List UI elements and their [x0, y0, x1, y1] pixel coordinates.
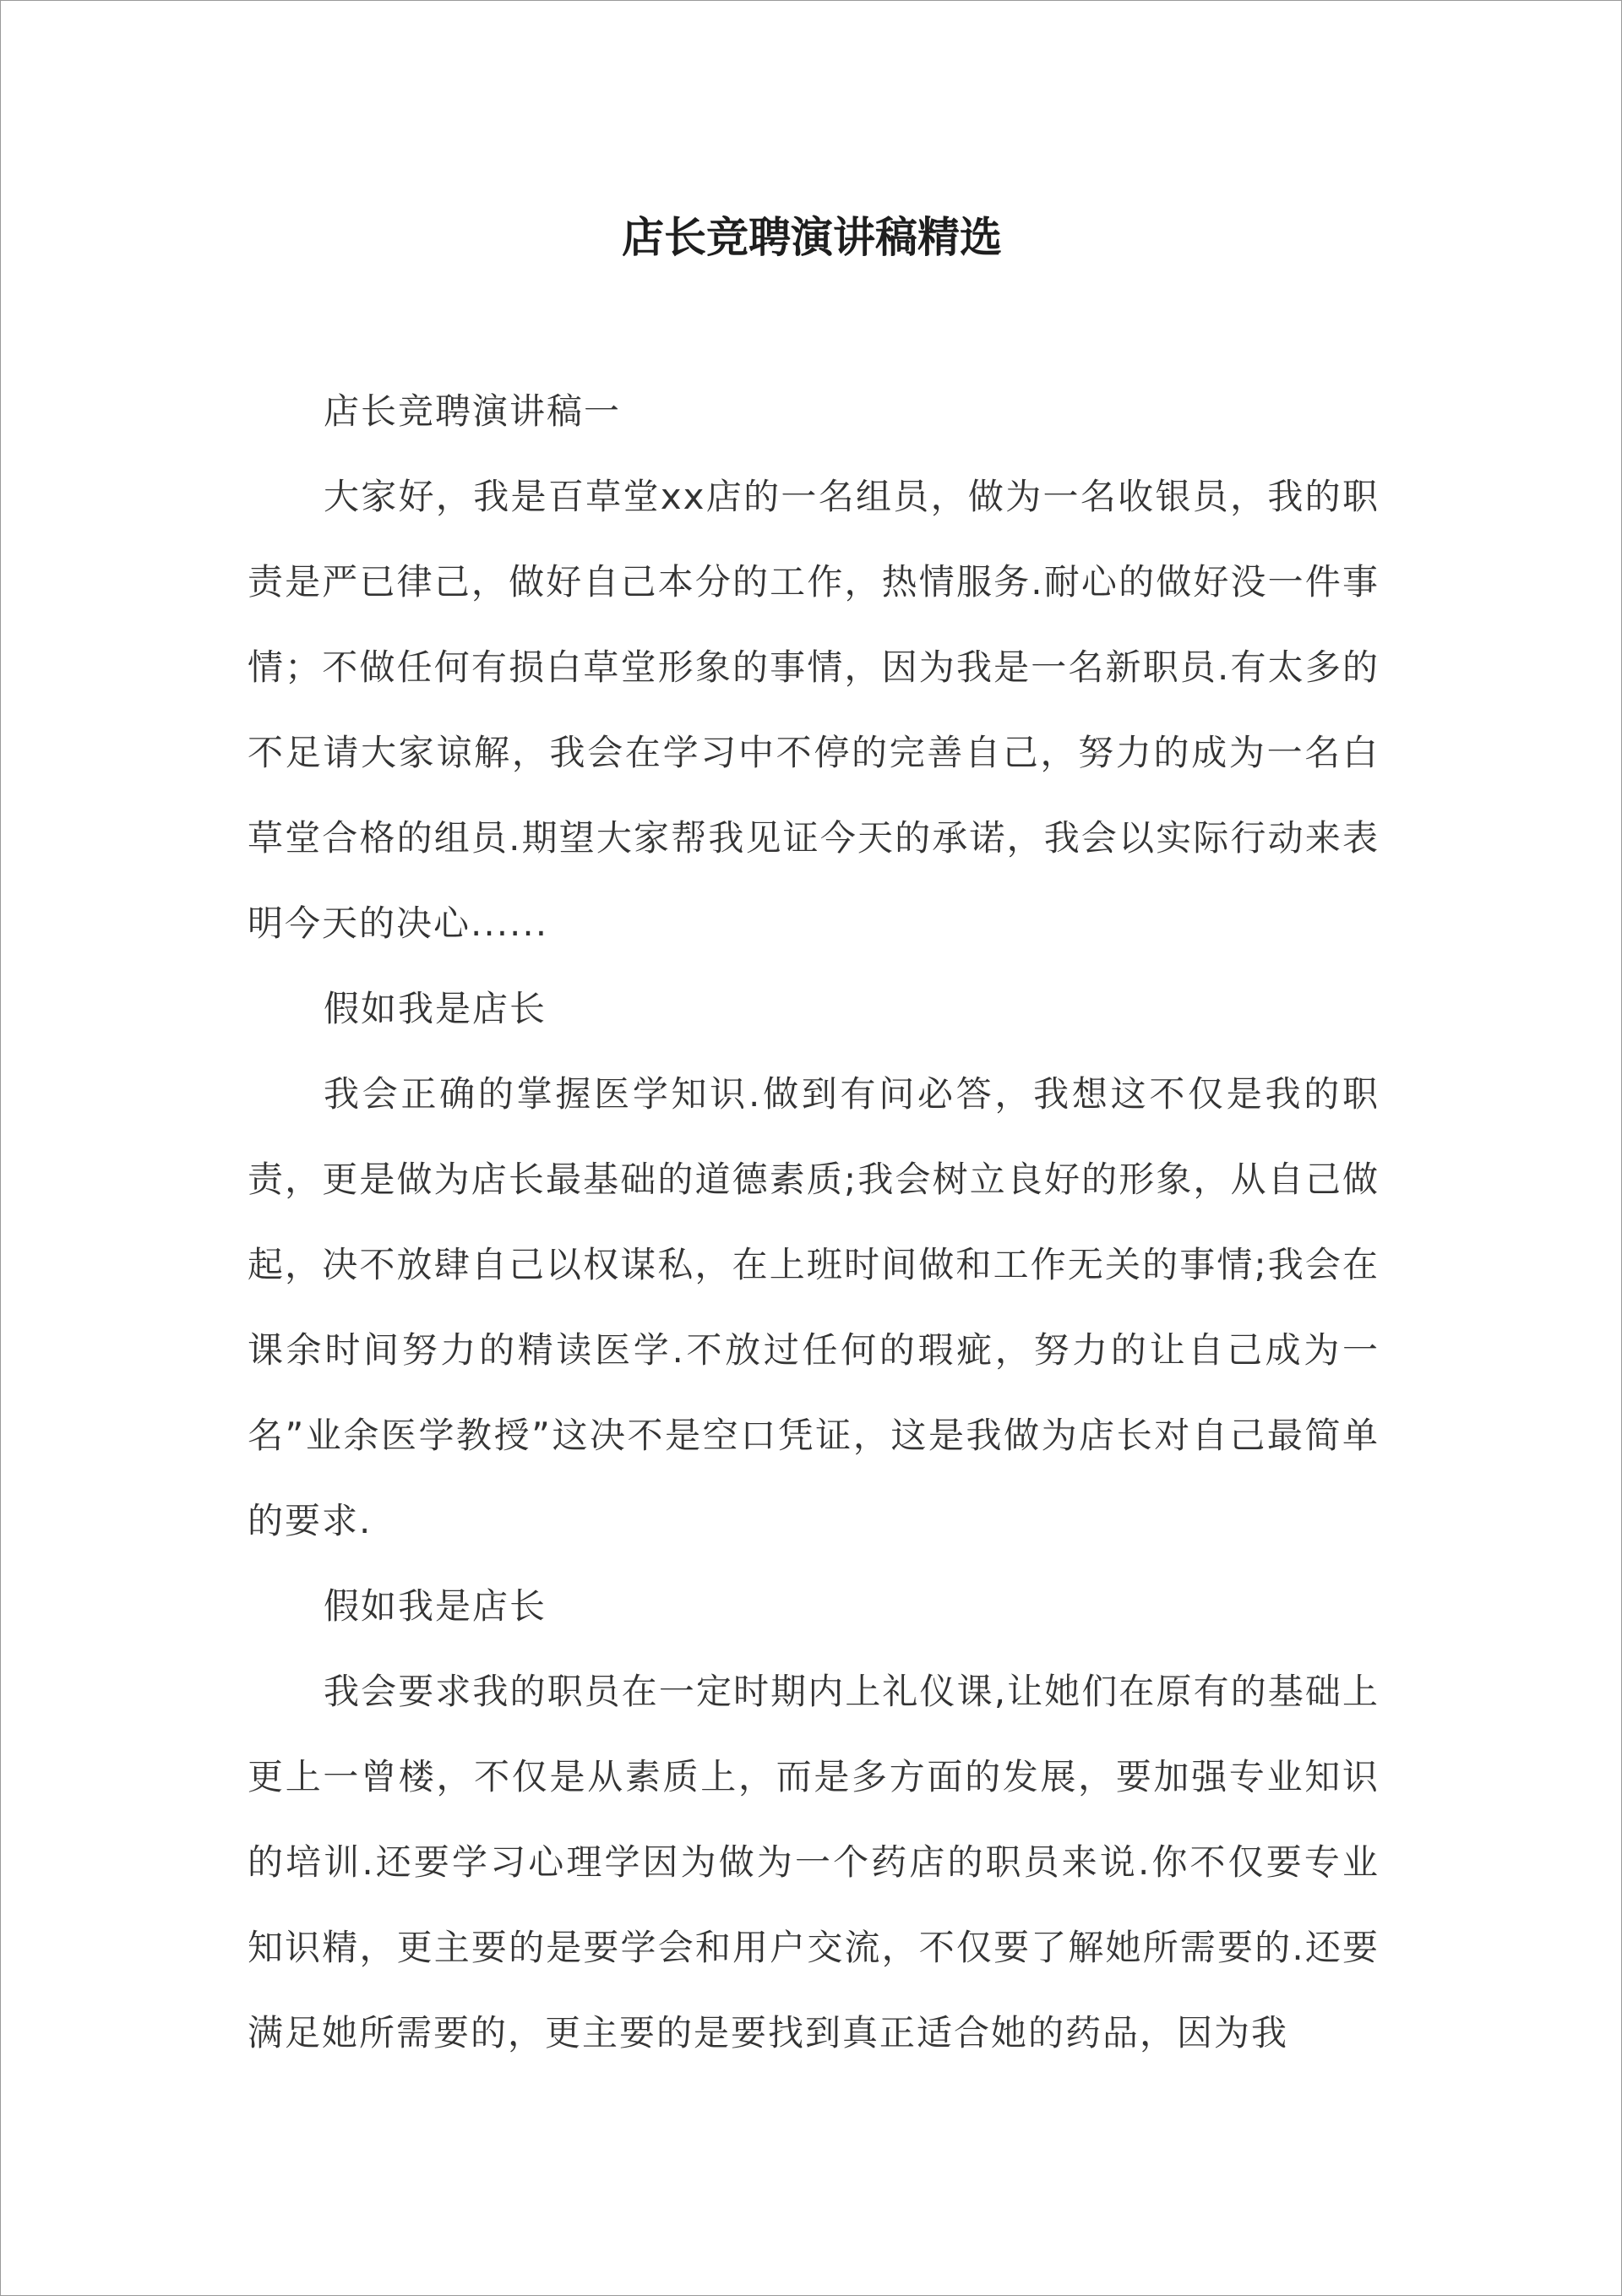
- paragraph: 我会要求我的职员在一定时期内上礼仪课,让她们在原有的基础上更上一曾楼，不仅是从素质上，而是多方面的发展，要加强专业知识的培训.还要学习心理学因为做为一个药店的职员来说.你不仅要专业知识精，更主要的是要学会和用户交流，不仅要了解她所需要的.还要满足她所需要的，更主要的是要找到真正适合她的药品，因为我: [248, 1671, 1380, 2053]
- section-heading: 店长竞聘演讲稿一: [324, 390, 622, 432]
- document-body: [248, 368, 1380, 2075]
- document-title: 店长竞聘演讲稿精选: [622, 212, 1002, 262]
- paragraph: 我会正确的掌握医学知识.做到有问必答，我想这不仅是我的职责，更是做为店长最基础的道德素质;我会树立良好的形象，从自己做起，决不放肆自己以权谋私，在上班时间做和工作无关的事情;我会在课余时间努力的精读医学.不放过任何的瑕疵，努力的让自己成为一名”业余医学教授”这决不是空口凭证，这是我做为店长对自己最简单的要求.: [248, 1073, 1380, 1541]
- paragraph: 大家好，我是百草堂xx店的一名组员，做为一名收银员，我的职责是严已律己，做好自己本分的工作，热情服务.耐心的做好没一件事情；不做任何有损白草堂形象的事情，因为我是一名新职员.有太多的不足请大家谅解，我会在学习中不停的完善自己，努力的成为一名白草堂合格的组员.期望大家帮我见证今天的承诺，我会以实际行动来表明今天的决心......: [248, 476, 1380, 944]
- section-heading: 假如我是店长: [324, 1585, 547, 1627]
- section-heading: 假如我是店长: [324, 988, 547, 1029]
